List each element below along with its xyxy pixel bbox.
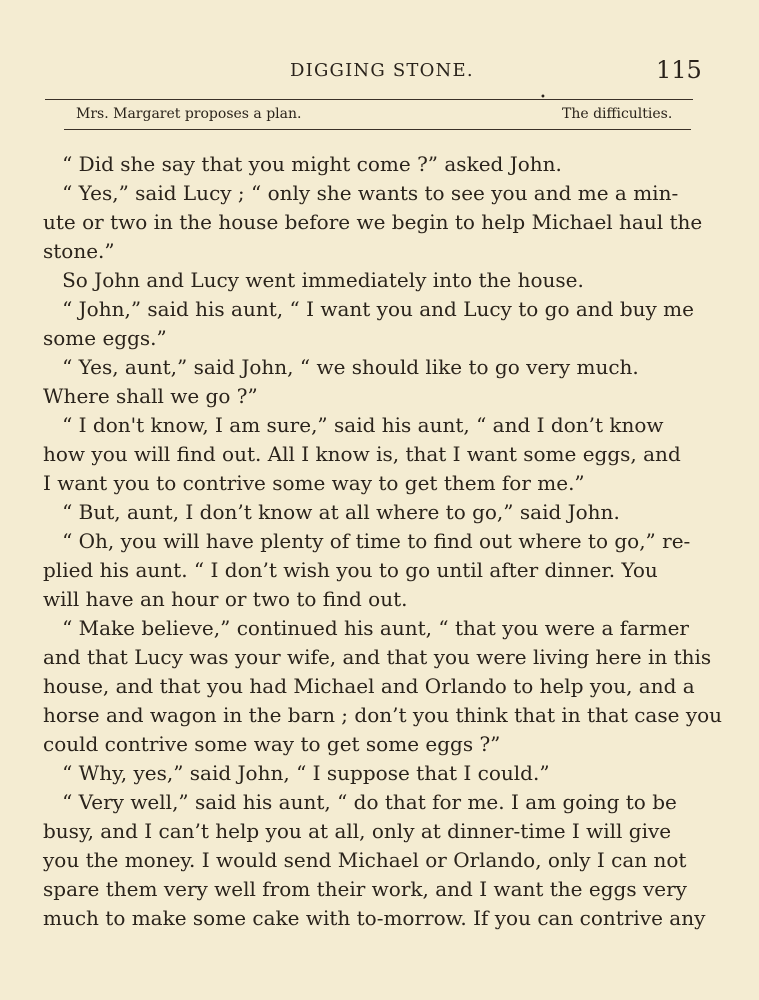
text-line: will have an hour or two to find out. <box>43 587 408 611</box>
left-sidenote: Mrs. Margaret proposes a plan. <box>76 106 302 122</box>
text-line: “ Yes, aunt,” said John, “ we should like to go very much. <box>43 355 639 379</box>
text-line: Where shall we go ?” <box>43 384 258 408</box>
text-line: could contrive some way to get some eggs ?” <box>43 732 501 756</box>
text-line: much to make some cake with to-morrow. If you can contrive any <box>43 906 706 930</box>
text-line: some eggs.” <box>43 326 167 350</box>
running-header <box>0 58 759 88</box>
text-line: “ John,” said his aunt, “ I want you and Lucy to go and buy me <box>43 297 694 321</box>
text-line: and that Lucy was your wife, and that you were living here in this <box>43 645 712 669</box>
right-sidenote: The difficulties. <box>562 106 673 122</box>
text-line: So John and Lucy went immediately into the house. <box>43 268 584 292</box>
text-line: I want you to contrive some way to get them for me.” <box>43 471 585 495</box>
text-line: house, and that you had Michael and Orlando to help you, and a <box>43 674 695 698</box>
text-line: “ Why, yes,” said John, “ I suppose that I could.” <box>43 761 550 785</box>
text-line: ute or two in the house before we begin to help Michael haul the <box>43 210 703 234</box>
text-line: “ Yes,” said Lucy ; “ only she wants to see you and me a min- <box>43 181 679 205</box>
running-title: DIGGING STONE. <box>290 60 474 81</box>
text-line: horse and wagon in the barn ; don’t you think that in that case you <box>43 703 723 727</box>
page-number: 115 <box>656 56 702 84</box>
text-line: “ Very well,” said his aunt, “ do that for me. I am going to be <box>43 790 677 814</box>
text-line: “ Did she say that you might come ?” asked John. <box>43 152 562 176</box>
header-top-rule <box>45 99 693 100</box>
dot-marker: • <box>540 92 546 103</box>
text-line: “ Make believe,” continued his aunt, “ that you were a farmer <box>43 616 689 640</box>
text-line: you the money. I would send Michael or Orlando, only I can not <box>43 848 687 872</box>
text-line: spare them very well from their work, and I want the eggs very <box>43 877 687 901</box>
text-line: “ But, aunt, I don’t know at all where to go,” said John. <box>43 500 620 524</box>
text-line: “ I don't know, I am sure,” said his aunt, “ and I don’t know <box>43 413 664 437</box>
text-line: busy, and I can’t help you at all, only at dinner-time I will give <box>43 819 672 843</box>
text-line: plied his aunt. “ I don’t wish you to go until after dinner. You <box>43 558 658 582</box>
header-bottom-rule <box>64 129 691 130</box>
body-text <box>43 150 723 933</box>
text-line: how you will find out. All I know is, that I want some eggs, and <box>43 442 681 466</box>
text-line: “ Oh, you will have plenty of time to find out where to go,” re- <box>43 529 691 553</box>
text-line: stone.” <box>43 239 115 263</box>
